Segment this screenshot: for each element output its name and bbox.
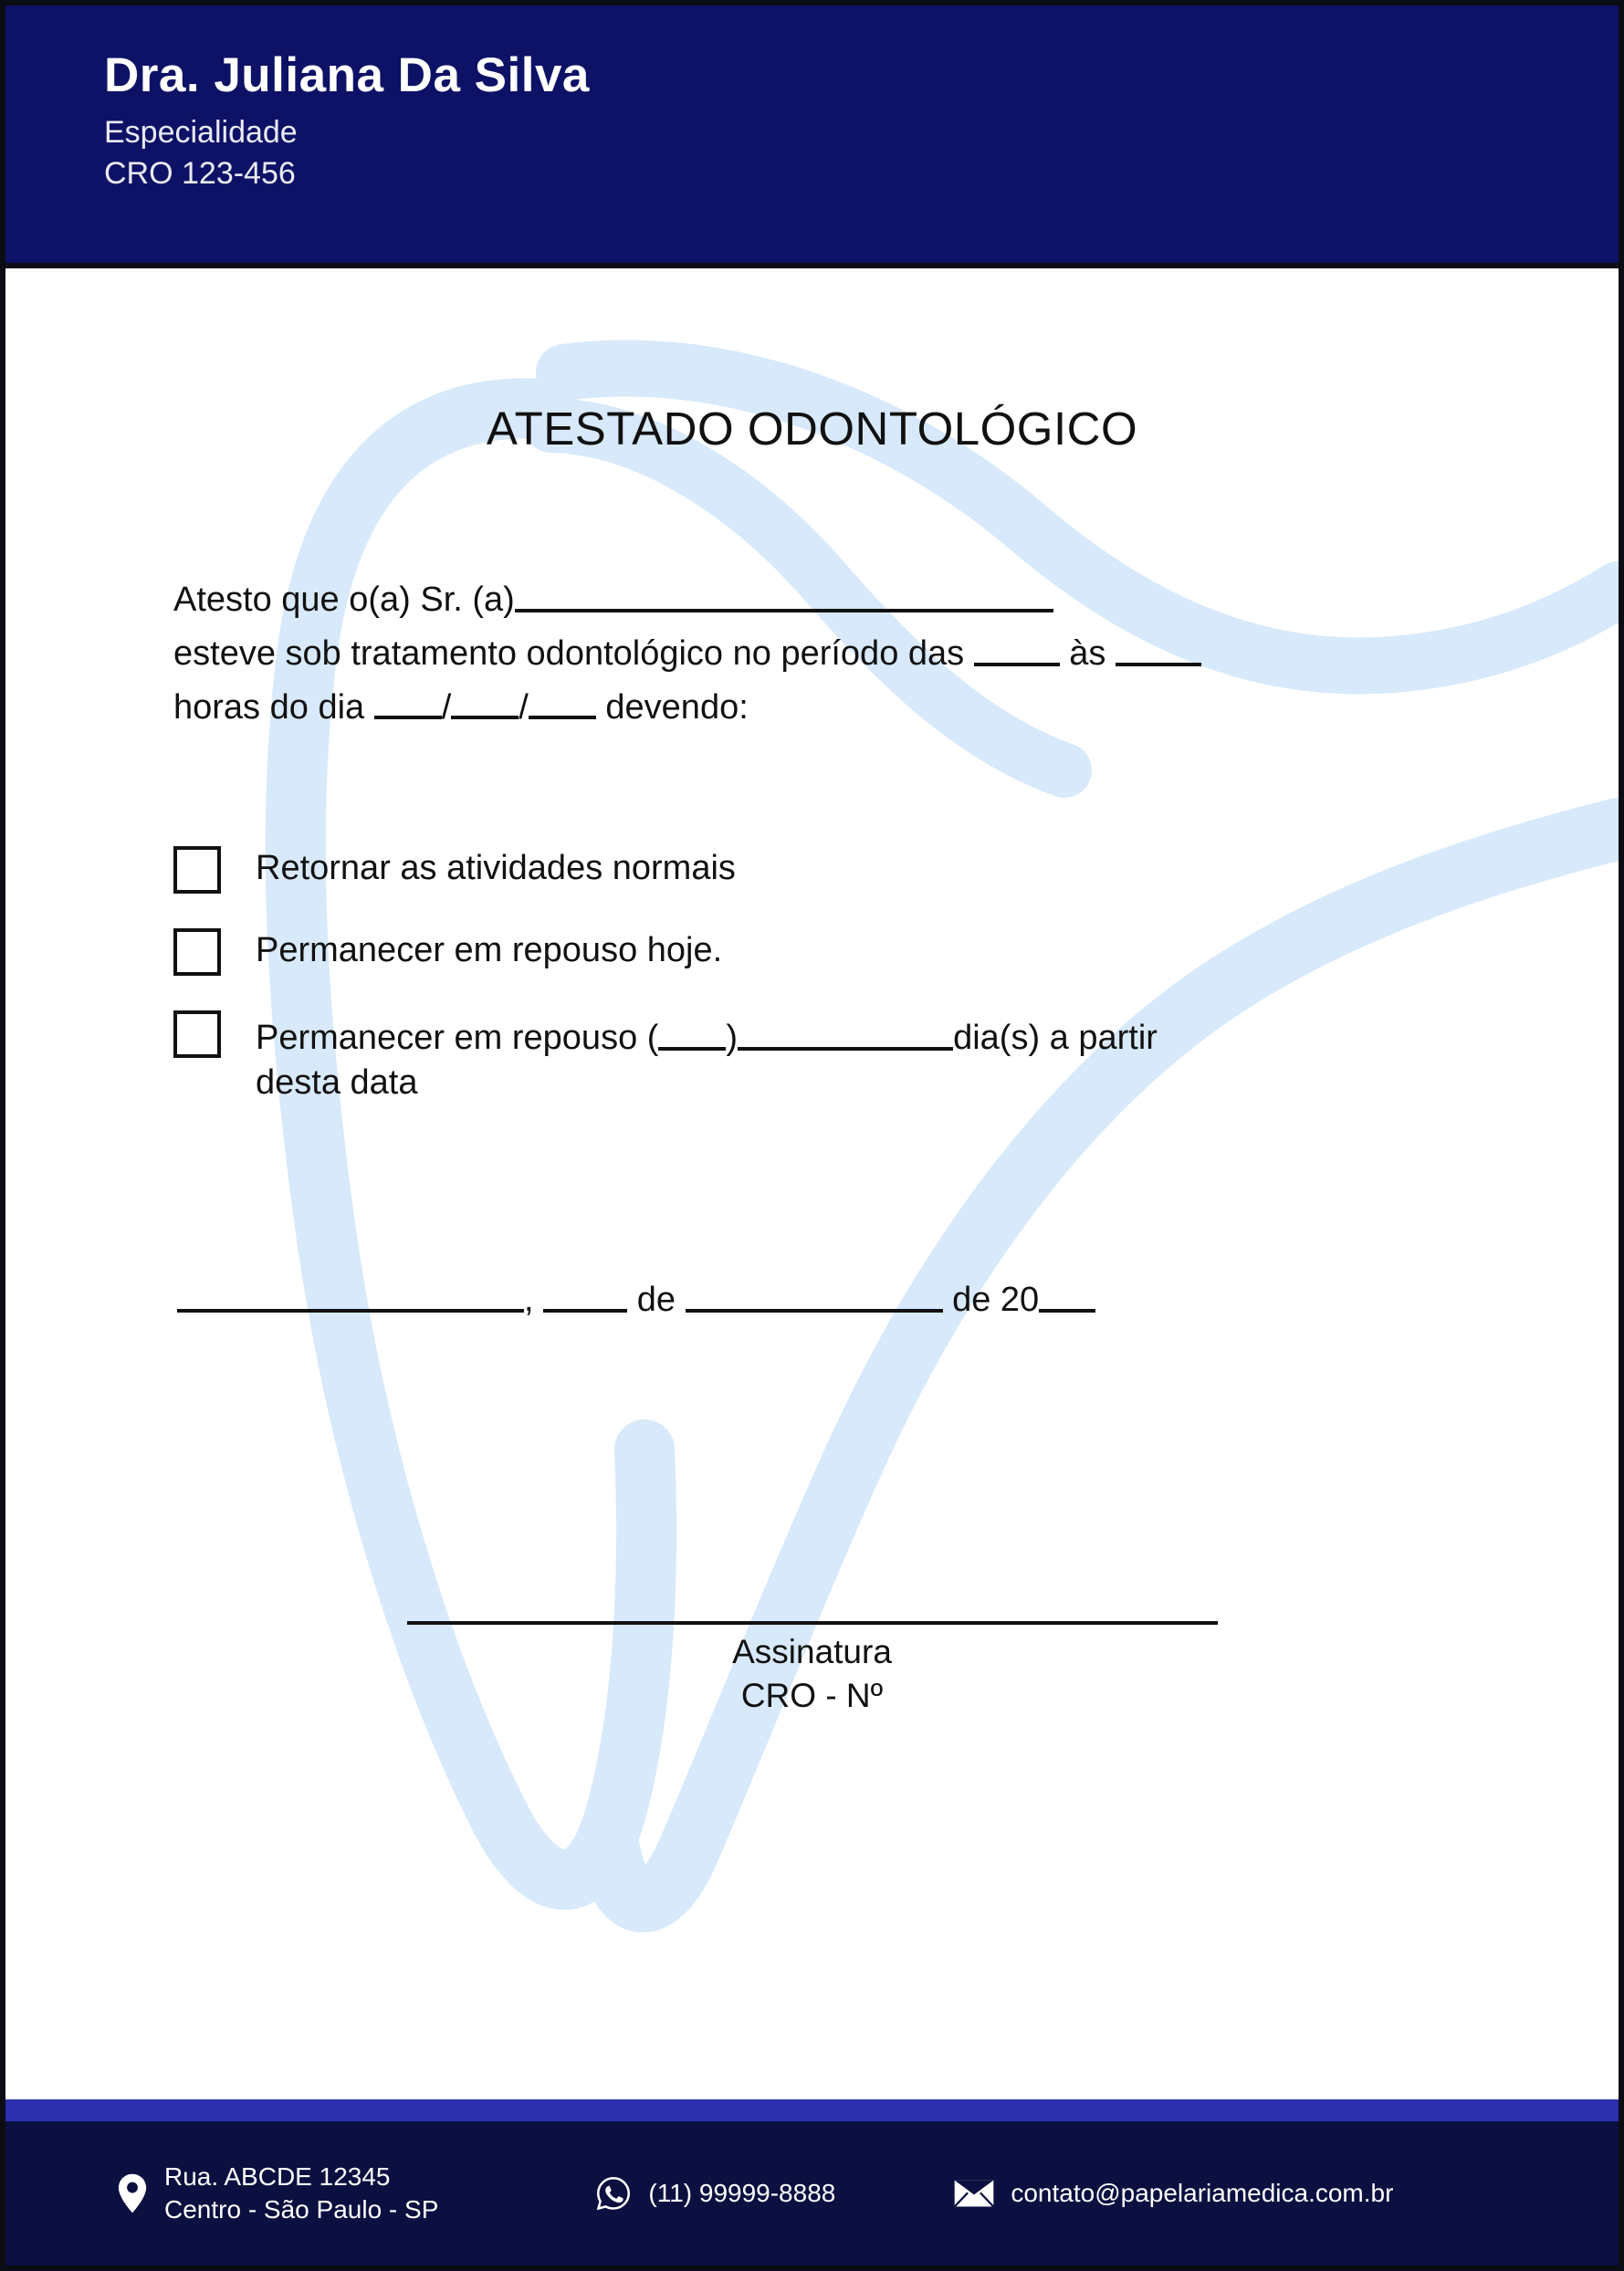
statement-line-2-mid: às (1069, 633, 1106, 673)
footer-email-text: contato@papelariamedica.com.br (1011, 2178, 1394, 2207)
footer-address-line-1: Rua. ABCDE 12345 (164, 2161, 391, 2191)
footer-phone-text: (11) 99999-8888 (648, 2178, 836, 2207)
doctor-cro-number: CRO 123-456 (104, 155, 296, 191)
city-field[interactable] (177, 1272, 524, 1313)
statement-line-3 (173, 680, 1482, 734)
doctor-specialty: Especialidade (104, 115, 298, 151)
signature-year-field[interactable] (1039, 1272, 1095, 1313)
checkbox-rest-days[interactable] (173, 1010, 221, 1058)
checkbox-rest-today[interactable] (173, 928, 221, 976)
signature-cro-label: CRO - Nº (740, 1676, 884, 1714)
date-sep-1: / (441, 687, 452, 727)
statement-line-1-label: Atesto que o(a) Sr. (a) (173, 580, 515, 619)
option-rest-days[interactable] (173, 1009, 1482, 1104)
signature-block (5, 1320, 1619, 1717)
place-and-date-line (5, 1137, 1619, 1320)
option-label-return-activities: Retornar as atividades normais (256, 849, 736, 888)
page-title: ATESTADO ODONTOLÓGICO (486, 403, 1138, 455)
date-sep-2: / (519, 687, 529, 727)
rest-days-count-field[interactable] (658, 1010, 726, 1051)
statement-block (5, 455, 1619, 733)
footer-address-line-2: Centro - São Paulo - SP (164, 2195, 439, 2224)
end-hour-field[interactable] (1116, 626, 1201, 666)
date-de-1: de (636, 1281, 676, 1320)
date-year-field[interactable] (529, 680, 596, 720)
document-footer (5, 2121, 1619, 2266)
start-hour-field[interactable] (974, 626, 1060, 666)
statement-line-2 (173, 626, 1482, 680)
signature-month-field[interactable] (686, 1272, 943, 1313)
option-label-rest-today: Permanecer em repouso hoje. (256, 931, 723, 970)
header-divider (5, 263, 1619, 268)
footer-accent-stripe (5, 2099, 1619, 2121)
statement-line-3-label: horas do dia (173, 687, 365, 727)
location-pin-icon (117, 2173, 148, 2213)
signature-rule[interactable] (407, 1621, 1218, 1625)
footer-address-text (164, 2161, 438, 2227)
footer-address (117, 2161, 438, 2227)
patient-name-field[interactable] (515, 572, 1053, 612)
document-header (5, 5, 1619, 263)
footer-email[interactable] (954, 2177, 1393, 2210)
whatsapp-icon (595, 2175, 632, 2212)
footer-phone[interactable] (595, 2175, 835, 2212)
option-rest-days-part-d: desta data (256, 1062, 418, 1102)
options-list (5, 733, 1619, 1104)
date-comma: , (524, 1281, 534, 1320)
signature-label: Assinatura (732, 1633, 892, 1671)
option-rest-days-part-a: Permanecer em repouso ( (256, 1019, 659, 1058)
option-label-rest-days (256, 1009, 1158, 1104)
certificate-content (5, 263, 1619, 1717)
date-day-field[interactable] (374, 680, 442, 720)
option-return-activities[interactable] (173, 844, 1482, 894)
option-rest-days-part-c: dia(s) a partir (953, 1019, 1158, 1058)
envelope-icon (954, 2179, 994, 2208)
date-de-2: de 20 (952, 1281, 1040, 1320)
statement-line-3-suffix: devendo: (605, 687, 749, 727)
option-rest-today[interactable] (173, 926, 1482, 976)
checkbox-return-activities[interactable] (173, 846, 221, 894)
statement-line-2-label: esteve sob tratamento odontológico no período das (173, 633, 965, 673)
date-month-field[interactable] (451, 680, 519, 720)
signature-day-field[interactable] (543, 1272, 627, 1313)
statement-line-1 (173, 572, 1482, 626)
doctor-name: Dra. Juliana Da Silva (104, 48, 590, 102)
rest-days-write-field[interactable] (738, 1010, 953, 1051)
option-rest-days-part-b: ) (726, 1019, 739, 1058)
